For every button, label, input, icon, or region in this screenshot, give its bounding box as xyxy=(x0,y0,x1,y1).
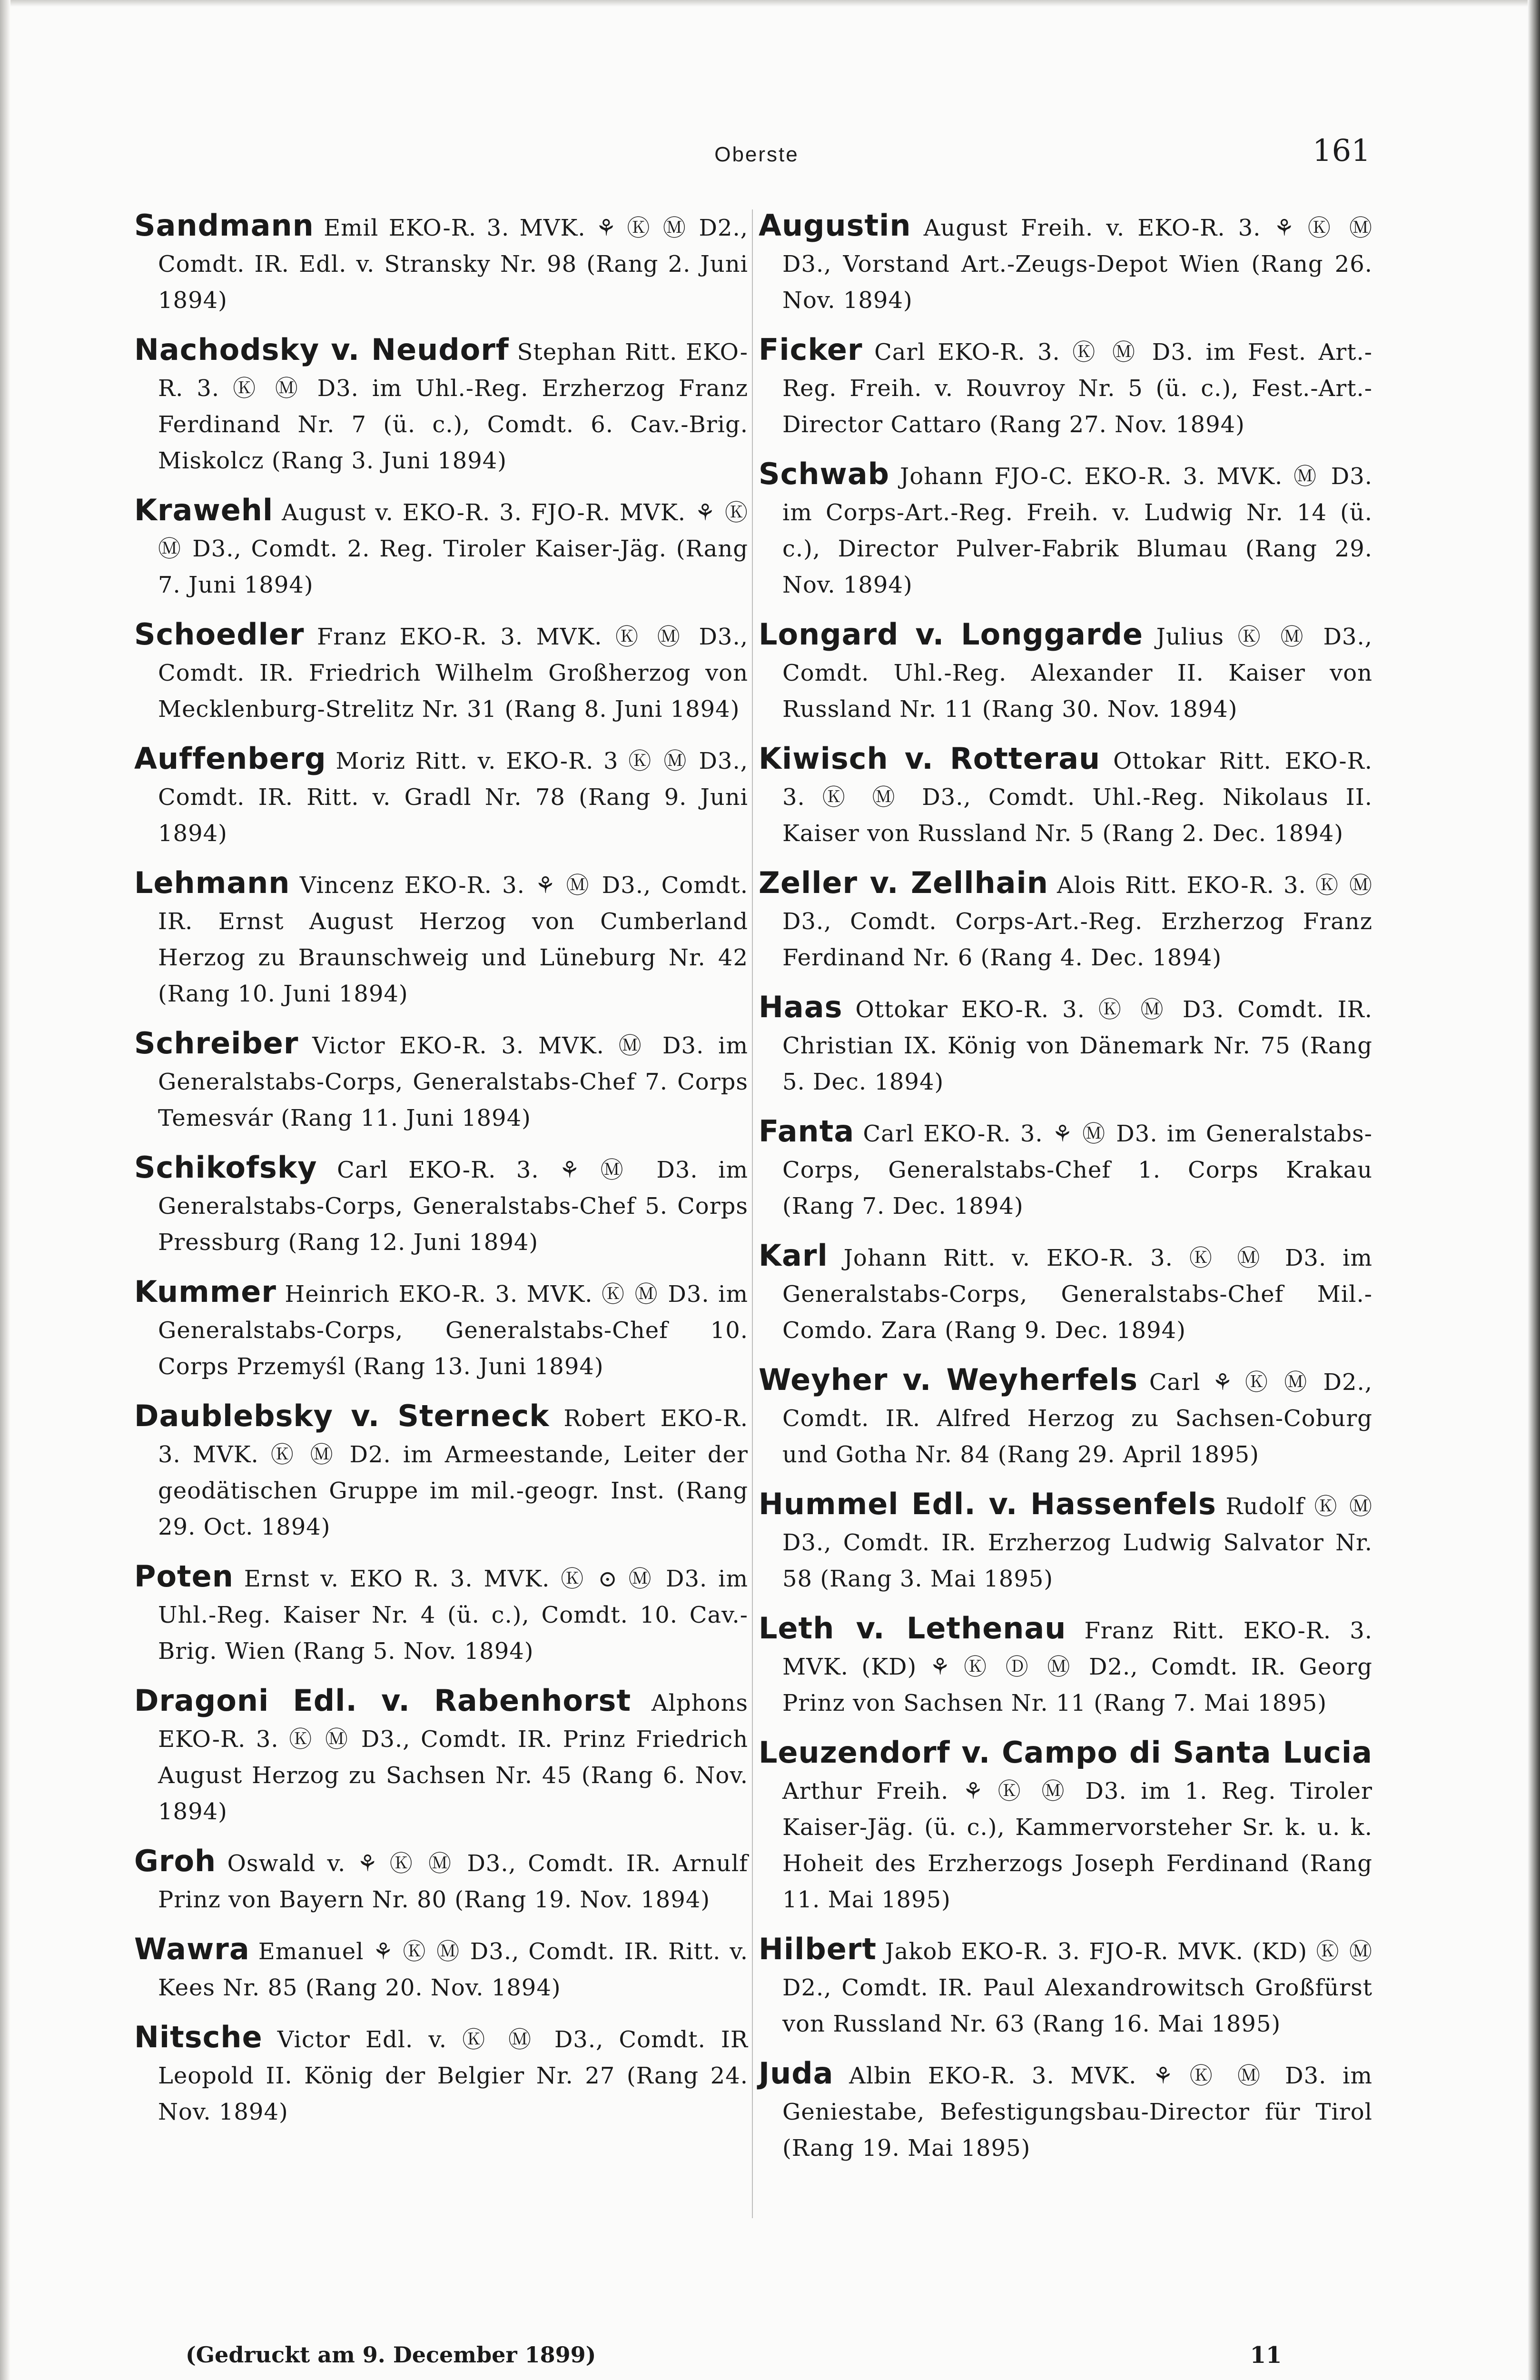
officer-details: Stephan Ritt. EKO-R. 3. Ⓚ Ⓜ D3. im Uhl.-Reg. Erzherzog Franz Ferdinand Nr. 7 (ü. c.), Comdt. 6. Cav.-Brig. Miskolcz (Rang 3. Juni 1894) xyxy=(158,339,748,474)
officer-name: Schreiber xyxy=(134,1026,299,1061)
officer-details: Emanuel ⚘ Ⓚ Ⓜ D3., Comdt. IR. Ritt. v. Kees Nr. 85 (Rang 20. Nov. 1894) xyxy=(158,1938,748,2001)
officer-details: Vincenz EKO-R. 3. ⚘ Ⓜ D3., Comdt. IR. Ernst August Herzog von Cumberland Herzog zu Braunschweig und Lüneburg Nr. 42 (Rang 10. Juni 1894) xyxy=(158,872,748,1007)
officer-details: Carl EKO-R. 3. ⚘ Ⓜ D3. im Generalstabs-Corps, Generalstabs-Chef 5. Corps Pressburg (Rang 12. Juni 1894) xyxy=(158,1157,748,1256)
officer-entry xyxy=(759,989,1372,1100)
page-spine-shadow xyxy=(0,0,10,2380)
officer-details: August Freih. v. EKO-R. 3. ⚘ Ⓚ Ⓜ D3., Vorstand Art.-Zeugs-Depot Wien (Rang 26. Nov. 1894) xyxy=(782,215,1372,314)
left-column xyxy=(134,208,748,2143)
officer-name: Schwab xyxy=(759,456,890,491)
officer-entry xyxy=(134,1150,748,1260)
officer-entry xyxy=(759,1113,1372,1224)
running-head: Oberste xyxy=(714,143,799,166)
officer-details: Oswald v. ⚘ Ⓚ Ⓜ D3., Comdt. IR. Arnulf Prinz von Bayern Nr. 80 (Rang 19. Nov. 1894) xyxy=(158,1850,748,1913)
officer-name: Leth v. Lethenau xyxy=(759,1611,1066,1646)
officer-details: Alphons EKO-R. 3. Ⓚ Ⓜ D3., Comdt. IR. Prinz Friedrich August Herzog zu Sachsen Nr. 45 (Rang 6. Nov. 1894) xyxy=(158,1690,748,1825)
signature-mark: 11 xyxy=(1250,2342,1282,2369)
right-column xyxy=(759,208,1372,2180)
officer-entry xyxy=(134,208,748,318)
officer-entry xyxy=(134,1931,748,2006)
officer-entry xyxy=(759,865,1372,976)
officer-entry xyxy=(134,1274,748,1385)
officer-name: Dragoni Edl. v. Rabenhorst xyxy=(134,1683,632,1718)
officer-details: Victor EKO-R. 3. MVK. Ⓜ D3. im Generalstabs-Corps, Generalstabs-Chef 7. Corps Temesvár (Rang 11. Juni 1894) xyxy=(158,1032,748,1131)
officer-entry xyxy=(759,2055,1372,2166)
officer-details: August v. EKO-R. 3. FJO-R. MVK. ⚘ Ⓚ Ⓜ D3., Comdt. 2. Reg. Tiroler Kaiser-Jäg. (Rang 7. Juni 1894) xyxy=(158,499,748,598)
officer-name: Zeller v. Zellhain xyxy=(759,865,1048,900)
officer-name: Leuzendorf v. Campo di Santa Lucia xyxy=(759,1735,1372,1770)
officer-name: Kummer xyxy=(134,1274,276,1309)
officer-entry xyxy=(134,1398,748,1545)
officer-entry xyxy=(759,332,1372,443)
officer-details: Franz Ritt. EKO-R. 3. MVK. (KD) ⚘ Ⓚ Ⓓ Ⓜ D2., Comdt. IR. Georg Prinz von Sachsen Nr. 11 (Rang 7. Mai 1895) xyxy=(782,1617,1372,1716)
officer-entry xyxy=(134,616,748,727)
officer-entry xyxy=(759,1931,1372,2042)
officer-entry xyxy=(134,741,748,852)
officer-name: Schikofsky xyxy=(134,1150,317,1185)
officer-entry xyxy=(759,1486,1372,1597)
officer-name: Karl xyxy=(759,1238,828,1273)
officer-details: Carl EKO-R. 3. ⚘ Ⓜ D3. im Generalstabs-Corps, Generalstabs-Chef 1. Corps Krakau (Rang 7. Dec. 1894) xyxy=(782,1121,1372,1220)
page-number: 161 xyxy=(1312,133,1371,169)
officer-details: Jakob EKO-R. 3. FJO-R. MVK. (KD) Ⓚ Ⓜ D2., Comdt. IR. Paul Alexandrowitsch Großfürst von Russland Nr. 63 (Rang 16. Mai 1895) xyxy=(782,1938,1372,2037)
officer-name: Groh xyxy=(134,1844,217,1878)
officer-name: Wawra xyxy=(134,1932,250,1966)
page-edge-shadow xyxy=(1528,0,1540,2380)
officer-details: Heinrich EKO-R. 3. MVK. Ⓚ Ⓜ D3. im Generalstabs-Corps, Generalstabs-Chef 10. Corps Przemyśl (Rang 13. Juni 1894) xyxy=(158,1281,748,1380)
officer-entry xyxy=(759,1362,1372,1473)
officer-entry xyxy=(759,208,1372,318)
officer-name: Haas xyxy=(759,990,843,1024)
officer-name: Weyher v. Weyherfels xyxy=(759,1362,1138,1397)
officer-entry xyxy=(134,865,748,1012)
officer-details: Arthur Freih. ⚘ Ⓚ Ⓜ D3. im 1. Reg. Tiroler Kaiser-Jäg. (ü. c.), Kammervorsteher Sr. k. u. k. Hoheit des Erzherzogs Joseph Ferdinand (Rang 11. Mai 1895) xyxy=(782,1778,1372,1913)
officer-entry xyxy=(134,2019,748,2130)
officer-name: Nachodsky v. Neudorf xyxy=(134,332,509,367)
officer-entry xyxy=(134,1025,748,1136)
officer-details: Ottokar EKO-R. 3. Ⓚ Ⓜ D3. Comdt. IR. Christian IX. König von Dänemark Nr. 75 (Rang 5. Dec. 1894) xyxy=(782,996,1372,1095)
officer-details: Rudolf Ⓚ Ⓜ D3., Comdt. IR. Erzherzog Ludwig Salvator Nr. 58 (Rang 3. Mai 1895) xyxy=(782,1493,1372,1592)
officer-entry xyxy=(134,1558,748,1669)
officer-entry xyxy=(134,1843,748,1918)
officer-entry xyxy=(759,741,1372,852)
officer-name: Nitsche xyxy=(134,2020,263,2054)
officer-entry xyxy=(759,616,1372,727)
page-top-shadow xyxy=(0,0,1540,7)
officer-details: Robert EKO-R. 3. MVK. Ⓚ Ⓜ D2. im Armeestande, Leiter der geodätischen Gruppe im mil.-geogr. Inst. (Rang 29. Oct. 1894) xyxy=(158,1405,748,1540)
officer-details: Johann Ritt. v. EKO-R. 3. Ⓚ Ⓜ D3. im Generalstabs-Corps, Generalstabs-Chef Mil.-Comdo. Zara (Rang 9. Dec. 1894) xyxy=(782,1245,1372,1344)
officer-details: Albin EKO-R. 3. MVK. ⚘ Ⓚ Ⓜ D3. im Geniestabe, Befestigungsbau-Director für Tirol (Rang 19. Mai 1895) xyxy=(782,2063,1372,2162)
officer-details: Victor Edl. v. Ⓚ Ⓜ D3., Comdt. IR Leopold II. König der Belgier Nr. 27 (Rang 24. Nov. 1894) xyxy=(158,2026,748,2125)
officer-details: Julius Ⓚ Ⓜ D3., Comdt. Uhl.-Reg. Alexander II. Kaiser von Russland Nr. 11 (Rang 30. Nov. 1894) xyxy=(782,624,1372,723)
officer-details: Emil EKO-R. 3. MVK. ⚘ Ⓚ Ⓜ D2., Comdt. IR. Edl. v. Stransky Nr. 98 (Rang 2. Juni 1894) xyxy=(158,215,748,314)
printed-note: (Gedruckt am 9. December 1899) xyxy=(186,2342,596,2368)
officer-details: Ernst v. EKO R. 3. MVK. Ⓚ ⊙ Ⓜ D3. im Uhl.-Reg. Kaiser Nr. 4 (ü. c.), Comdt. 10. Cav.-Brig. Wien (Rang 5. Nov. 1894) xyxy=(158,1566,748,1665)
officer-entry xyxy=(759,1610,1372,1721)
officer-name: Poten xyxy=(134,1559,234,1594)
officer-entry xyxy=(759,1735,1372,1918)
officer-details: Alois Ritt. EKO-R. 3. Ⓚ Ⓜ D3., Comdt. Corps-Art.-Reg. Erzherzog Franz Ferdinand Nr. 6 (Rang 4. Dec. 1894) xyxy=(782,872,1372,971)
officer-details: Johann FJO-C. EKO-R. 3. MVK. Ⓜ D3. im Corps-Art.-Reg. Freih. v. Ludwig Nr. 14 (ü. c.), Director Pulver-Fabrik Blumau (Rang 29. Nov. 1894) xyxy=(782,463,1372,598)
officer-name: Augustin xyxy=(759,208,911,243)
officer-name: Schoedler xyxy=(134,617,305,652)
officer-entry xyxy=(134,492,748,603)
officer-name: Sandmann xyxy=(134,208,314,243)
officer-details: Ottokar Ritt. EKO-R. 3. Ⓚ Ⓜ D3., Comdt. Uhl.-Reg. Nikolaus II. Kaiser von Russland Nr. 5 (Rang 2. Dec. 1894) xyxy=(782,748,1372,847)
officer-name: Lehmann xyxy=(134,865,290,900)
officer-details: Moriz Ritt. v. EKO-R. 3 Ⓚ Ⓜ D3., Comdt. IR. Ritt. v. Gradl Nr. 78 (Rang 9. Juni 1894) xyxy=(158,748,748,847)
officer-entry xyxy=(134,332,748,479)
officer-name: Kiwisch v. Rotterau xyxy=(759,741,1101,776)
officer-name: Hilbert xyxy=(759,1932,877,1966)
officer-entry xyxy=(759,456,1372,603)
officer-details: Carl EKO-R. 3. Ⓚ Ⓜ D3. im Fest. Art.-Reg. Freih. v. Rouvroy Nr. 5 (ü. c.), Fest.-Art.-Director Cattaro (Rang 27. Nov. 1894) xyxy=(782,339,1372,438)
column-divider xyxy=(752,209,753,2218)
officer-entry xyxy=(134,1683,748,1830)
officer-entry xyxy=(759,1238,1372,1349)
officer-details: Franz EKO-R. 3. MVK. Ⓚ Ⓜ D3., Comdt. IR. Friedrich Wilhelm Großherzog von Mecklenburg-Strelitz Nr. 31 (Rang 8. Juni 1894) xyxy=(158,624,748,723)
officer-name: Longard v. Longgarde xyxy=(759,617,1144,652)
officer-name: Auffenberg xyxy=(134,741,326,776)
officer-details: Carl ⚘ Ⓚ Ⓜ D2., Comdt. IR. Alfred Herzog zu Sachsen-Coburg und Gotha Nr. 84 (Rang 29. April 1895) xyxy=(782,1369,1372,1468)
officer-name: Hummel Edl. v. Hassenfels xyxy=(759,1487,1216,1521)
officer-name: Krawehl xyxy=(134,493,274,527)
officer-name: Fanta xyxy=(759,1114,855,1149)
officer-name: Daublebsky v. Sterneck xyxy=(134,1398,550,1433)
officer-name: Juda xyxy=(759,2056,834,2091)
officer-name: Ficker xyxy=(759,332,863,367)
